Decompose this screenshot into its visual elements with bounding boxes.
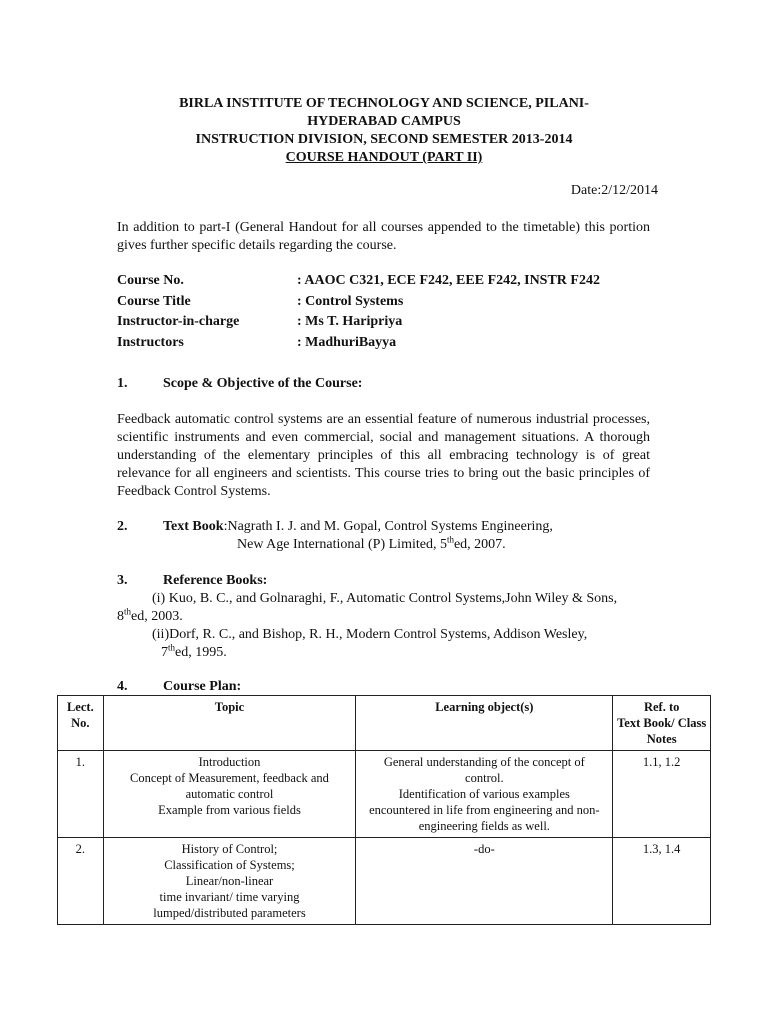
text-book-line-2: [237, 536, 506, 554]
handout-date: Date:2/12/2014: [570, 183, 658, 198]
section-1-heading: [117, 375, 362, 393]
superscript: th: [446, 534, 454, 545]
section-title: Text Book: [163, 519, 224, 534]
lect-no-cell: 2.: [58, 838, 104, 925]
instructors-label: Instructors: [117, 334, 184, 350]
section-4-heading: [117, 678, 241, 696]
table-row: [58, 751, 711, 838]
institute-name: BIRLA INSTITUTE OF TECHNOLOGY AND SCIENCE, PILANI-: [179, 96, 589, 111]
section-number: 4.: [117, 679, 128, 694]
topic-line: time invariant/ time varying: [159, 890, 300, 904]
objective-line: engineering fields as well.: [418, 819, 550, 833]
course-title-label: Course Title: [117, 293, 191, 309]
lect-no-header: Lect. No.: [58, 696, 104, 751]
table-row: [58, 838, 711, 925]
topic-line: History of Control;: [181, 842, 278, 856]
reference-cell: 1.1, 1.2: [613, 751, 711, 838]
topic-line: Example from various fields: [158, 803, 301, 817]
reference-2-line-1: (ii)Dorf, R. C., and Bishop, R. H., Modern Control Systems, Addison Wesley,: [152, 627, 588, 642]
text-book-publisher: New Age International (P) Limited, 5: [237, 537, 447, 552]
course-info-row: [117, 292, 600, 313]
edition-year: ed, 1995.: [175, 645, 227, 660]
section-number: 2.: [117, 519, 128, 534]
learning-objective-header: Learning object(s): [356, 696, 613, 751]
topic-line: Classification of Systems;: [164, 858, 295, 872]
campus-name: HYDERABAD CAMPUS: [307, 114, 461, 129]
section-title: Course Plan:: [163, 679, 242, 694]
course-no-value: : AAOC C321, ECE F242, EEE F242, INSTR F242: [297, 273, 600, 288]
reference-header: [613, 696, 711, 751]
section-number: 3.: [117, 573, 128, 588]
objective-cell: [356, 838, 613, 925]
course-info-row: [117, 271, 600, 292]
reference-1-line-1: (i) Kuo, B. C., and Golnaraghi, F., Automatic Control Systems,John Wiley & Sons,: [152, 591, 618, 606]
course-info-row: [117, 312, 600, 333]
reference-header-line: Ref. to: [643, 700, 680, 714]
objective-cell: [356, 751, 613, 838]
section-title: Reference Books:: [163, 573, 268, 588]
text-book-edition: ed, 2007.: [453, 537, 506, 552]
topic-line: Introduction: [198, 755, 261, 769]
instructor-in-charge-label: Instructor-in-charge: [117, 314, 240, 329]
instructor-in-charge-value: : Ms T. Haripriya: [297, 314, 403, 329]
course-info: [117, 271, 600, 353]
reference-header-line: Text Book/ Class: [617, 716, 707, 730]
table-header-row: [58, 696, 711, 751]
superscript: th: [124, 606, 132, 617]
course-plan-table: [57, 695, 711, 925]
topic-header: Topic: [103, 696, 356, 751]
edition-year: ed, 2003.: [131, 609, 183, 624]
section-title: Scope & Objective of the Course:: [163, 376, 363, 391]
topic-cell: [103, 838, 356, 925]
intro-paragraph: In addition to part-I (General Handout for all courses appended to the timetable) this portion gives further specific details regarding the course.: [117, 220, 650, 253]
text-book-line-1: :Nagrath I. J. and M. Gopal, Control Systems Engineering,: [223, 519, 553, 534]
reference-header-line: Notes: [646, 732, 677, 746]
lect-no-cell: 1.: [58, 751, 104, 838]
document-header: [0, 95, 768, 167]
division-semester: INSTRUCTION DIVISION, SECOND SEMESTER 2013-2014: [195, 132, 573, 147]
reference-cell: 1.3, 1.4: [613, 838, 711, 925]
section-number: 1.: [117, 376, 128, 391]
edition-number: 7: [161, 645, 168, 660]
reference-2-line-2: [161, 644, 227, 662]
edition-number: 8: [117, 609, 124, 624]
scope-paragraph: Feedback automatic control systems are an essential feature of numerous industrial processes, scientific instruments and even commercial, social and management situations. A thorough understanding of the elementary principles of this all embracing technology is of great relevance for all engineers and scientists. This course tries to bring out the basic principles of Feedback Control Systems.: [117, 412, 650, 499]
instructors-value: : MadhuriBayya: [297, 334, 397, 350]
topic-line: Concept of Measurement, feedback and: [130, 771, 329, 785]
objective-line: encountered in life from engineering and non-: [369, 803, 600, 817]
topic-line: automatic control: [185, 787, 274, 801]
section-2-heading: [117, 518, 553, 536]
objective-line: control.: [465, 771, 504, 785]
objective-line: General understanding of the concept of: [383, 755, 585, 769]
section-3-heading: [117, 572, 267, 590]
objective-line: -do-: [473, 842, 495, 856]
superscript: th: [168, 642, 176, 653]
topic-line: Linear/non-linear: [185, 874, 274, 888]
topic-cell: [103, 751, 356, 838]
topic-line: lumped/distributed parameters: [153, 906, 306, 920]
handout-title: COURSE HANDOUT (PART II): [285, 150, 483, 165]
course-info-row: [117, 333, 600, 354]
course-title-value: : Control Systems: [297, 293, 404, 309]
objective-line: Identification of various examples: [398, 787, 570, 801]
course-no-label: Course No.: [117, 273, 184, 288]
reference-1-line-2: [117, 608, 183, 626]
